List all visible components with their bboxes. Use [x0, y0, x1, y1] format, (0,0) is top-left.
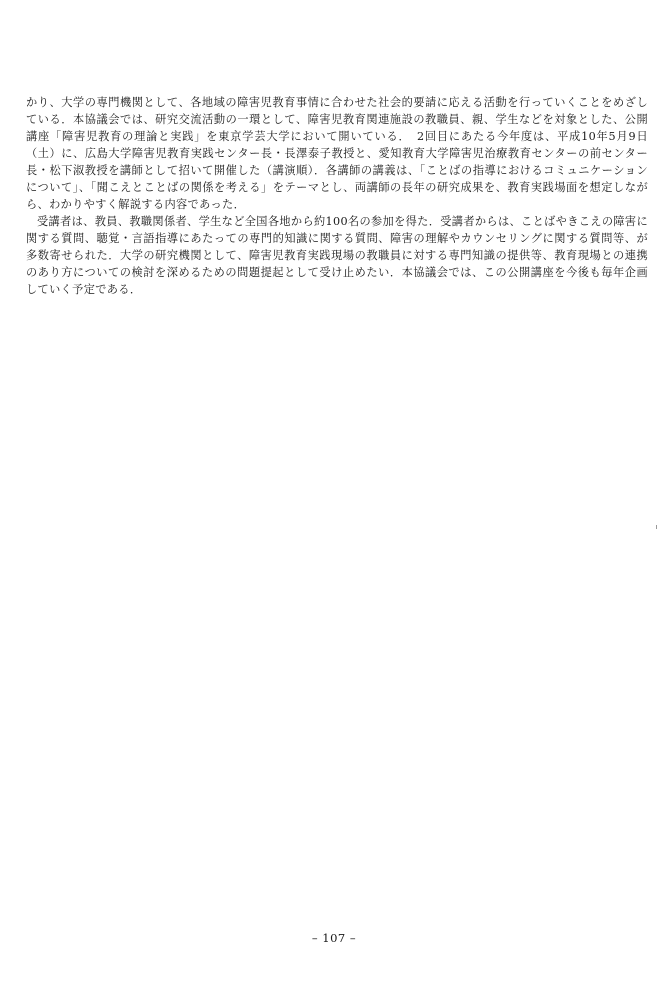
page-number: – 107 –: [311, 931, 357, 945]
paragraph-continuation: かり、大学の専門機関として、各地域の障害児教育事情に合わせた社会的要請に応える活動を行っていくことをめざしている．本協議会では、研究交流活動の一環として、障害児教育関連施設の教職員、親、学生などを対象とした、公開講座「障害児教育の理論と実践」を東京学芸大学において開いている． 2回目にあたる今年度は、平成10年5月9日（土）に、広島大学障害児教育実践センター長・長澤泰子教授と、愛知教育大学障害児治療教育センターの前センター長・松下淑教授を講師として招いて開催した（講演順）．各講師の講義は、「ことばの指導におけるコミュニケーションについて」、「聞こえとことばの関係を考える」をテーマとし、両講師の長年の研究成果を、教育実践場面を想定しながら、わかりやすく解説する内容であった．: [26, 96, 648, 211]
paragraph-attendees: 受講者は、教員、教職関係者、学生など全国各地から約100名の参加を得た．受講者からは、ことばやきこえの障害に関する質問、聴覚・言語指導にあたっての専門的知識に関する質問、障害の理解やカウンセリングに関する質問等、が多数寄せられた．大学の研究機関として、障害児教育実践現場の教職員に対する専門知識の提供等、教育現場との連携のあり方についての検討を深めるための問題提起として受け止めたい．本協議会では、この公開講座を今後も毎年企画していく予定である．: [26, 215, 648, 296]
body-text: [26, 94, 648, 298]
scan-speck: [656, 525, 657, 529]
